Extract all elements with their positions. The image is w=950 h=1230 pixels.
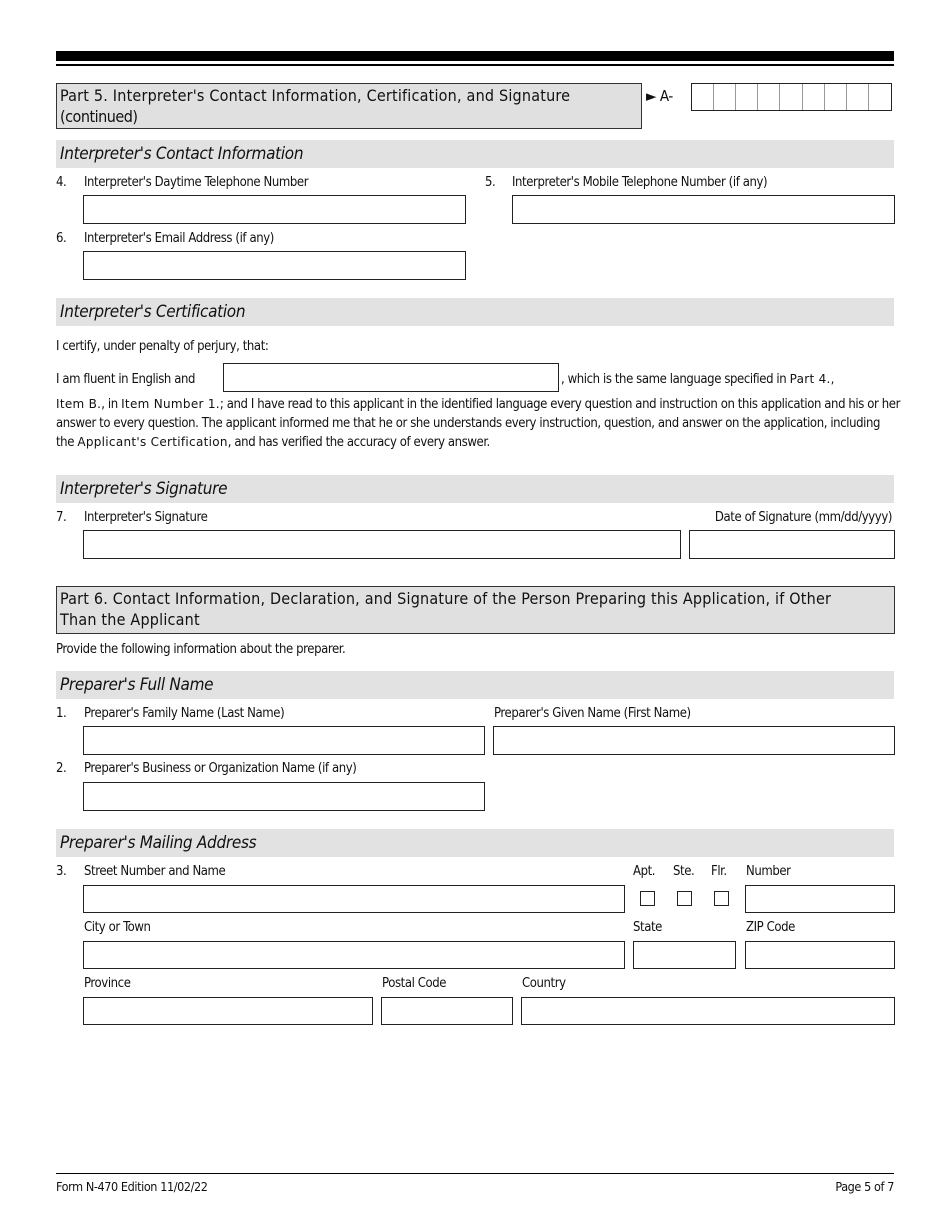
unit-number-input[interactable] <box>745 885 895 913</box>
footer-rule <box>56 1173 894 1174</box>
country-input[interactable] <box>521 997 895 1025</box>
a-number-cell[interactable] <box>758 84 780 110</box>
mobile-phone-input[interactable] <box>512 195 895 224</box>
certify-intro: I certify, under penalty of perjury, that: <box>56 339 269 354</box>
given-name-label: Preparer's Given Name (First Name) <box>494 706 691 721</box>
date-label: Date of Signature (mm/dd/yyyy) <box>714 510 892 525</box>
a-number-cell[interactable] <box>692 84 714 110</box>
part5-header <box>56 83 642 129</box>
part6-intro: Provide the following information about the preparer. <box>56 642 346 657</box>
item-number: 6. <box>56 231 67 246</box>
ref-part: Part 4., <box>789 372 835 386</box>
section-mailing-address: Preparer's Mailing Address <box>56 829 894 857</box>
a-number-prefix: ► A- <box>646 87 673 105</box>
certification-paragraph <box>56 395 901 453</box>
item-number: 1. <box>56 706 67 721</box>
fluent-suffix-line <box>561 372 835 387</box>
number-label: Number <box>746 864 791 879</box>
ste-checkbox[interactable] <box>677 891 692 906</box>
country-label: Country <box>522 976 566 991</box>
signature-label: Interpreter's Signature <box>84 510 208 525</box>
mobile-phone-label: Interpreter's Mobile Telephone Number (if any) <box>512 175 768 190</box>
signature-date-input[interactable] <box>689 530 895 559</box>
state-input[interactable] <box>633 941 736 969</box>
header-thick-rule <box>56 51 894 61</box>
ref-item-number: Item Number 1. <box>121 397 220 411</box>
part5-continued: (continued) <box>60 107 138 126</box>
zip-label: ZIP Code <box>746 920 795 935</box>
ref-item: Item B. <box>56 397 102 411</box>
email-input[interactable] <box>83 251 466 280</box>
zip-input[interactable] <box>745 941 895 969</box>
ref-applicant-certification: Applicant's Certification <box>77 435 228 449</box>
apt-label: Apt. <box>633 864 656 879</box>
street-input[interactable] <box>83 885 625 913</box>
state-label: State <box>633 920 662 935</box>
flr-checkbox[interactable] <box>714 891 729 906</box>
business-name-input[interactable] <box>83 782 485 811</box>
email-label: Interpreter's Email Address (if any) <box>84 231 274 246</box>
item-number: 3. <box>56 864 67 879</box>
fluent-prefix: I am fluent in English and <box>56 372 196 387</box>
text: ; and I have read to this applicant in the identified language every question and instruction on this application and his or her answer to every question. The applicant informed me that he or she understands every instruction, question, and answer on the application, including the <box>56 397 900 450</box>
a-number-cell[interactable] <box>825 84 847 110</box>
province-label: Province <box>84 976 131 991</box>
section-preparer-name: Preparer's Full Name <box>56 671 894 699</box>
daytime-phone-input[interactable] <box>83 195 466 224</box>
flr-label: Flr. <box>711 864 727 879</box>
item-number: 5. <box>485 175 496 190</box>
a-number-cell[interactable] <box>714 84 736 110</box>
fluent-suffix: , which is the same language specified in <box>561 372 790 387</box>
item-number: 4. <box>56 175 67 190</box>
section-signature: Interpreter's Signature <box>56 475 894 503</box>
item-number: 2. <box>56 761 67 776</box>
a-number-cell[interactable] <box>847 84 869 110</box>
city-label: City or Town <box>84 920 151 935</box>
a-number-cell[interactable] <box>736 84 758 110</box>
text: , in <box>101 397 122 412</box>
city-input[interactable] <box>83 941 625 969</box>
postal-code-input[interactable] <box>381 997 513 1025</box>
postal-code-label: Postal Code <box>382 976 447 991</box>
item-number: 7. <box>56 510 67 525</box>
a-number-cell[interactable] <box>803 84 825 110</box>
a-number-cell[interactable] <box>869 84 891 110</box>
a-number-input[interactable] <box>691 83 892 111</box>
daytime-phone-label: Interpreter's Daytime Telephone Number <box>84 175 309 190</box>
section-certification: Interpreter's Certification <box>56 298 894 326</box>
footer-form-edition: Form N-470 Edition 11/02/22 <box>56 1179 208 1194</box>
given-name-input[interactable] <box>493 726 895 755</box>
interpreter-signature-input[interactable] <box>83 530 681 559</box>
part6-header: Part 6. Contact Information, Declaration, and Signature of the Person Preparing this Application, if Other Than the Applicant <box>56 586 895 634</box>
apt-checkbox[interactable] <box>640 891 655 906</box>
footer-page-number: Page 5 of 7 <box>835 1179 894 1194</box>
a-number-cell[interactable] <box>780 84 802 110</box>
section-contact-info: Interpreter's Contact Information <box>56 140 894 168</box>
business-name-label: Preparer's Business or Organization Name (if any) <box>84 761 357 776</box>
province-input[interactable] <box>83 997 373 1025</box>
header-thin-rule <box>56 64 894 66</box>
part5-title: Part 5. Interpreter's Contact Information, Certification, and Signature <box>60 86 571 105</box>
language-input[interactable] <box>223 363 559 392</box>
text: , and has verified the accuracy of every answer. <box>227 435 490 450</box>
family-name-input[interactable] <box>83 726 485 755</box>
ste-label: Ste. <box>673 864 695 879</box>
family-name-label: Preparer's Family Name (Last Name) <box>84 706 285 721</box>
street-label: Street Number and Name <box>84 864 226 879</box>
